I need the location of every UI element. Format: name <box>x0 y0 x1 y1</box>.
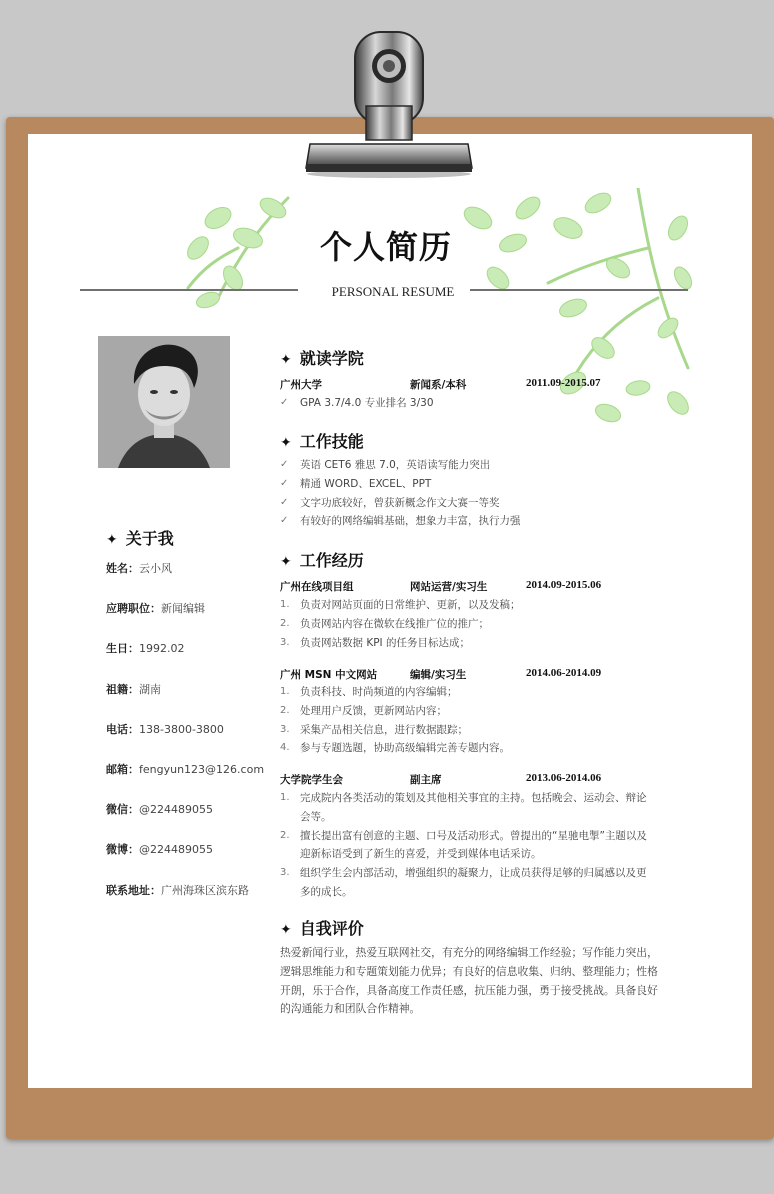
about-row-email: 邮箱：fengyun123@126.com <box>106 762 265 776</box>
star-bullet-icon: ✦ <box>280 554 292 570</box>
education-heading: ✦ 就读学院 <box>280 349 364 368</box>
experience-heading: ✦ 工作经历 <box>280 551 364 570</box>
evaluation-heading: ✦ 自我评价 <box>280 919 364 938</box>
skills-list <box>280 456 521 531</box>
job-2-list <box>280 683 660 758</box>
list-item: 3. 采集产品相关信息，进行数据跟踪； <box>280 723 468 736</box>
about-row-name: 姓名：云小风 <box>106 562 172 575</box>
list-item: ✓ 精通 WORD、EXCEL、PPT <box>280 475 521 494</box>
list-item: ✓ 文字功底较好，曾获新概念作文大赛一等奖 <box>280 494 521 513</box>
title-rule-right <box>470 289 688 291</box>
about-row-hometown: 祖籍：湖南 <box>106 682 161 696</box>
job-1-list <box>280 596 660 652</box>
star-bullet-icon: ✦ <box>280 352 292 368</box>
resume-paper: 个人简历 PERSONAL RESUME ✦ 关于我 姓名：云小风 应聘职位：新闻编辑 生日：1992.02 祖籍：湖南 电话：138-3800-3800 邮箱：fengyun123@126.com 微信：@224489055 微博：@224489055 联系地址：广州海珠区滨东路 ✦ 就读学院 广州大学 新闻系/本科 2011.09-2015.07 ✓ GPA 3.7/4.0 专业排名 3/30 ✦ 工作技能 ✓ 英语 CET6 雅思 7.0，英语读写能力突出 ✓ 精通 WORD、EXCEL、PPT ✓ 文字功底较好，曾获新概念作文大赛一等奖 ✓ 有较好的网络编辑基础，想象力丰富，执行力强 ✦ 工作经历 广州在线项目组 网站运营/实习生 2014.09-2015.06 1. 负责对网站页面的日常维护、更新，以及发稿； 2. 负责网站内容在微软在线推广位的推广； 3. 负责网站数据 KPI 的任务目标达成； 广州 MSN 中文网站 编辑/实习生 2014.06-2014.09 1. 负责科技、时尚频道的内容编辑； 2. 处理用户反馈，更新网站内容； 3. 采集产品相关信息，进行数据跟踪； 4. 参与专题选题，协助高级编辑完善专题内容。 大学院学生会 副主席 2013.06-2014.06 1. 完成院内各类活动的策划及其他相关事宜的主持。包括晚会、运动会、辩论会等。 2. 擅长提出富有创意的主题、口号及活动形式。曾提出的“星驰电掣”主题以及迎新标语受到了新生的喜爱，并受到媒体电话采访。 3. 组织学生会内部活动，增强组织的凝聚力，让成员获得足够的归属感以及更多的成长。 ✦ 自我评价 热爱新闻行业，热爱互联网社交，有充分的网络编辑工作经验；写作能力突出，逻辑思维能力和专题策划能力优异；有良好的信息收集、归纳、整理能力；性格开朗，乐于合作，具备高度工作责任感，抗压能力强，勇于接受挑战。具备良好的沟通能力和团队合作精神。 <box>28 134 752 1088</box>
about-row-birthday: 生日：1992.02 <box>106 642 185 656</box>
about-heading: ✦ 关于我 <box>106 529 174 548</box>
star-bullet-icon: ✦ <box>280 922 292 938</box>
list-item: ✓ 英语 CET6 雅思 7.0，英语读写能力突出 <box>280 456 521 475</box>
list-item: 2. 负责网站内容在微软在线推广位的推广； <box>280 617 489 630</box>
check-icon: ✓ <box>280 397 289 408</box>
page-subtitle: PERSONAL RESUME <box>331 284 455 299</box>
star-bullet-icon: ✦ <box>280 435 292 451</box>
about-row-phone: 电话：138-3800-3800 <box>106 722 224 736</box>
binder-clip-icon <box>300 26 478 178</box>
about-row-address: 联系地址：广州海珠区滨东路 <box>106 883 249 897</box>
check-icon: ✓ <box>280 515 289 527</box>
list-item: 1. 负责对网站页面的日常维护、更新，以及发稿； <box>280 599 521 611</box>
list-item: 1. 完成院内各类活动的策划及其他相关事宜的主持。包括晚会、运动会、辩论会等。 <box>280 792 647 823</box>
evaluation-text: 热爱新闻行业，热爱互联网社交，有充分的网络编辑工作经验；写作能力突出，逻辑思维能力和专题策划能力优异；有良好的信息收集、归纳、整理能力；性格开朗，乐于合作，具备高度工作责任感，抗压能力强，勇于接受挑战。具备良好的沟通能力和团队合作精神。 <box>280 946 658 1016</box>
list-item: 3. 负责网站数据 KPI 的任务目标达成； <box>280 636 470 649</box>
about-row-weibo: 微博：@224489055 <box>106 843 213 857</box>
list-item: ✓ GPA 3.7/4.0 专业排名 3/30 <box>280 394 434 413</box>
about-row-position: 应聘职位：新闻编辑 <box>106 602 205 616</box>
star-bullet-icon: ✦ <box>106 532 118 548</box>
profile-photo <box>98 336 230 468</box>
about-fields <box>106 560 286 922</box>
about-row-wechat: 微信：@224489055 <box>106 803 213 817</box>
list-item: 2. 处理用户反馈，更新网站内容； <box>280 704 447 717</box>
title-rule-left <box>80 289 298 291</box>
list-item: 4. 参与专题选题，协助高级编辑完善专题内容。 <box>280 742 510 755</box>
page-title: 个人简历 <box>320 228 453 266</box>
check-icon: ✓ <box>280 459 289 470</box>
skills-heading: ✦ 工作技能 <box>280 432 364 451</box>
list-item: ✓ 有较好的网络编辑基础，想象力丰富，执行力强 <box>280 512 521 531</box>
check-icon: ✓ <box>280 496 289 508</box>
job-3-list <box>280 789 656 902</box>
check-icon: ✓ <box>280 477 289 489</box>
education-list <box>280 394 434 413</box>
list-item: 1. 负责科技、时尚频道的内容编辑； <box>280 686 458 698</box>
list-item: 2. 擅长提出富有创意的主题、口号及活动形式。曾提出的“星驰电掣”主题以及迎新标语受到了新生的喜爱，并受到媒体电话采访。 <box>280 829 647 861</box>
list-item: 3. 组织学生会内部活动，增强组织的凝聚力，让成员获得足够的归属感以及更多的成长。 <box>280 867 647 898</box>
